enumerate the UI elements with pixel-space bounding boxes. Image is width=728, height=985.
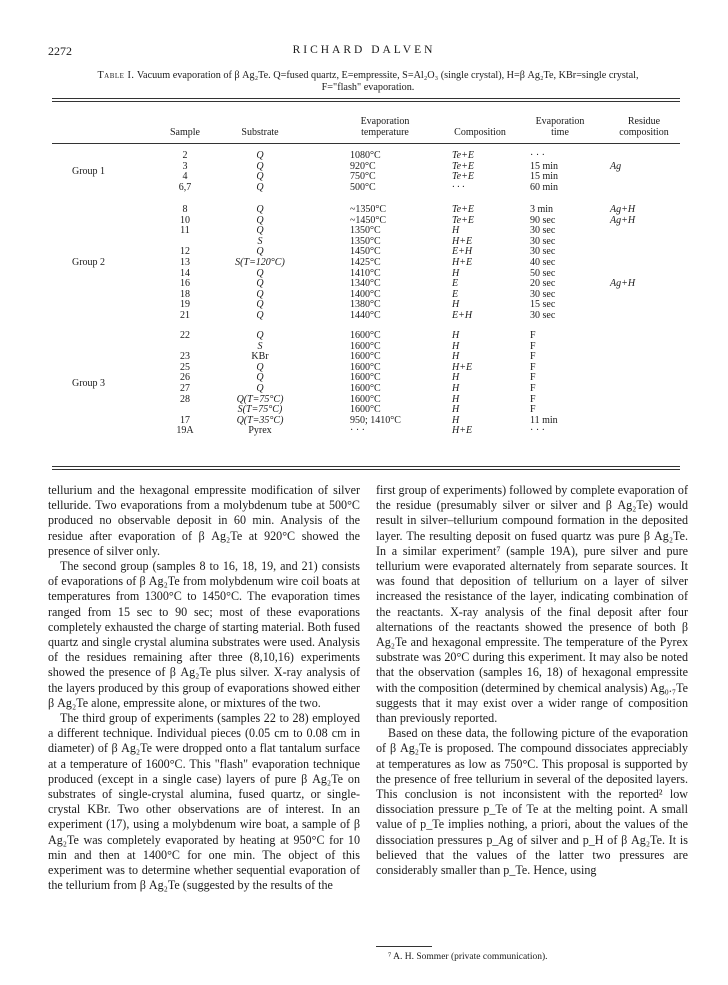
cell-composition: Te+E: [452, 150, 474, 161]
cell-substrate: Q: [256, 214, 264, 226]
cell-time: F: [530, 351, 536, 363]
cell-temperature: 1410°C: [350, 267, 381, 279]
cell-composition: H: [452, 414, 460, 426]
left-paragraph: The third group of experiments (samples 22 to 28) employed a different technique. Individual pieces (0.05 cm to 0.08 cm in diameter) of β Ag₂Te were dropped onto a flat tantalum surface at a temperature of 1600°C. This "flash" evaporation technique produced (except in a single case) layers of pure β Ag₂Te on substrates of single-crystal alumina, fused quartz, or single-crystal KBr. Two other observations are of interest. In an experiment (17), using a molybdenum wire boat, a sample of β Ag₂Te was completely evaporated by heating at 950°C for 10 min and then at 1400°C for one min. The object of this experiment was to determine whether sequential evaporation of the tellurium from β Ag₂Te (suggested by the results of the: [48, 711, 360, 893]
cell-residue: Ag+H: [610, 278, 636, 290]
cell-sample: 11: [180, 225, 190, 237]
cell-temperature: 1450°C: [350, 246, 381, 258]
cell-substrate: Q: [256, 150, 264, 161]
cell-substrate: Q: [256, 246, 264, 258]
cell-substrate: Q: [256, 330, 264, 341]
cell-temperature: 1600°C: [350, 351, 381, 363]
cell-substrate: KBr: [251, 351, 269, 363]
right-paragraph: first group of experiments) followed by complete evaporation of the residue (presumably silver or silver and β Ag₂Te) would result in silver–tellurium compound formation in the deposited layer. The resulting deposit on fused quartz was pure β Ag₂Te. In a similar experiment⁷ (sample 19A), pure silver and pure tellurium were evaporated alternately from separate sources. It was found that deposition of tellurium on a layer of silver increased the resistance of the layer, indicating combination of the reactants. X-ray analysis of the final deposit after four alternations of the reactants showed the presence of both β Ag₂Te and hexagonal empressite. The temperature of the Pyrex substrate was 20°C during this experiment. It may also be noted that the observation (samples 16, 18) of hexagonal empressite with the composition (determined by chemical analysis) Ag₀.₇Te suggests that it may exist over a wider range of composition than previously reported.: [376, 483, 688, 726]
cell-sample: 13: [180, 257, 190, 268]
cell-substrate: Q: [256, 372, 264, 384]
cell-temperature: 1340°C: [350, 278, 381, 290]
cell-sample: 16: [180, 278, 190, 290]
left-paragraph: tellurium and the hexagonal empressite modification of silver telluride. Two evaporations from a molybdenum tube at 500°C produced no observable deposit in 60 min. Analysis of the residue after evaporation of β Ag₂Te at 920°C showed the presence of silver only.: [48, 483, 360, 558]
cell-sample: 18: [180, 288, 190, 300]
cell-temperature: 1380°C: [350, 299, 381, 311]
cell-temperature: · · ·: [350, 425, 365, 437]
cell-temperature: 1600°C: [350, 340, 381, 352]
cell-composition: H+E: [452, 257, 473, 268]
table-caption-text: Vacuum evaporation of β Ag₂Te. Q=fused quartz, E=empressite, S=Al₂O₃ (single crystal), H=β Ag₂Te, KBr=single crystal, F="flash" evaporation.: [134, 70, 639, 93]
cell-residue: Ag+H: [610, 214, 636, 226]
cell-time: 60 min: [530, 181, 559, 193]
cell-temperature: 1080°C: [350, 150, 381, 161]
header-sample: Sample: [170, 127, 200, 138]
table-header-rule: [52, 143, 680, 144]
cell-composition: E+H: [452, 246, 473, 258]
header-residue-1: Residue: [627, 116, 661, 127]
cell-temperature: 1600°C: [350, 393, 381, 405]
table-caption-lead: Table I.: [97, 70, 135, 81]
cell-temperature: 750°C: [350, 171, 376, 183]
cell-substrate: Pyrex: [248, 425, 272, 437]
cell-temperature: 1350°C: [350, 235, 381, 247]
cell-composition: Te+E: [452, 214, 474, 226]
footnote-rule: [376, 946, 432, 947]
cell-composition: · · ·: [452, 181, 465, 193]
cell-composition: H: [452, 225, 460, 237]
cell-composition: H: [452, 299, 460, 311]
cell-sample: 28: [180, 393, 190, 405]
table-caption: [88, 70, 648, 94]
cell-time: 15 min: [530, 160, 559, 172]
cell-composition: H: [452, 340, 460, 352]
cell-temperature: 1600°C: [350, 372, 381, 384]
cell-time: F: [530, 340, 536, 352]
cell-substrate: S(T=75°C): [237, 404, 283, 416]
cell-substrate: Q(T=75°C): [236, 393, 284, 405]
cell-substrate: Q: [256, 171, 264, 183]
cell-time: F: [530, 361, 536, 373]
cell-temperature: 1425°C: [350, 257, 381, 268]
cell-substrate: Q: [256, 288, 264, 300]
cell-composition: H+E: [452, 235, 473, 247]
cell-time: 40 sec: [530, 257, 556, 268]
cell-substrate: Q: [256, 204, 264, 215]
cell-temperature: 500°C: [350, 181, 376, 193]
header-temp-1: Evaporation: [360, 116, 410, 127]
cell-composition: E+H: [452, 310, 473, 321]
cell-composition: H+E: [452, 361, 473, 373]
cell-sample: 10: [180, 214, 190, 226]
cell-residue: Ag+H: [610, 204, 636, 215]
cell-time: 30 sec: [530, 235, 556, 247]
cell-sample: 26: [180, 372, 190, 384]
cell-substrate: Q: [256, 278, 264, 290]
header-temp-2: temperature: [361, 127, 409, 138]
cell-substrate: Q: [256, 181, 264, 193]
cell-substrate: Q: [256, 160, 264, 172]
cell-sample: 8: [182, 204, 188, 215]
cell-time: F: [530, 393, 536, 405]
cell-substrate: Q: [256, 225, 264, 237]
cell-time: 11 min: [530, 414, 558, 426]
cell-composition: Te+E: [452, 160, 474, 172]
cell-temperature: 950; 1410°C: [350, 414, 401, 426]
cell-sample: 17: [180, 414, 190, 426]
left-paragraph: The second group (samples 8 to 16, 18, 19, and 21) consists of evaporations of β Ag₂Te from molybdenum wire coil boats at temperatures from 1300°C to 1450°C. The evaporation times ranged from 15 sec to 90 sec; most of these evaporations completely exhausted the charge of starting material. Both fused quartz and single crystal alumina substrates were used. Analysis of the residues remaining after three (8,10,16) experiments showed the presence of β Ag₂Te plus silver. X-ray analysis of the layers produced by this group of evaporations showed either β Ag₂Te alone, empressite alone, or mixtures of the two.: [48, 559, 360, 710]
group-label: Group 3: [72, 377, 106, 389]
cell-time: 50 sec: [530, 267, 556, 279]
cell-temperature: ~1450°C: [350, 214, 387, 226]
cell-time: 90 sec: [530, 214, 556, 226]
cell-temperature: 1350°C: [350, 225, 381, 237]
cell-substrate: Q: [256, 361, 264, 373]
cell-composition: H: [452, 383, 460, 394]
cell-time: 20 sec: [530, 278, 556, 290]
cell-temperature: 1440°C: [350, 310, 381, 321]
cell-temperature: 1600°C: [350, 330, 381, 341]
cell-time: F: [530, 404, 536, 416]
cell-substrate: Q: [256, 310, 264, 321]
header-composition: Composition: [454, 127, 506, 138]
cell-sample: 22: [180, 330, 190, 341]
right-column: [376, 483, 688, 878]
cell-time: F: [530, 330, 536, 341]
cell-time: · · ·: [530, 150, 545, 161]
cell-composition: H: [452, 267, 460, 279]
cell-time: 30 sec: [530, 288, 556, 300]
cell-substrate: S: [257, 340, 263, 352]
cell-time: 30 sec: [530, 310, 556, 321]
cell-sample: 21: [180, 310, 190, 321]
cell-substrate: Q: [256, 267, 264, 279]
cell-temperature: 1600°C: [350, 404, 381, 416]
cell-sample: 12: [180, 246, 190, 258]
header-substrate: Substrate: [241, 127, 279, 138]
cell-time: 30 sec: [530, 246, 556, 258]
running-head: RICHARD DALVEN: [292, 44, 436, 56]
group-label: Group 1: [72, 165, 106, 177]
page-number: 2272: [48, 44, 72, 58]
cell-temperature: 1600°C: [350, 383, 381, 394]
cell-temperature: 1400°C: [350, 288, 381, 300]
header-time-2: time: [551, 127, 569, 138]
table-top-rule: [52, 98, 680, 102]
cell-composition: H: [452, 330, 460, 341]
page-header: [48, 44, 680, 60]
cell-composition: Te+E: [452, 171, 474, 183]
cell-composition: H: [452, 351, 460, 363]
cell-sample: 2: [182, 150, 188, 161]
cell-sample: 3: [182, 160, 188, 172]
cell-residue: Ag: [610, 160, 622, 172]
cell-temperature: ~1350°C: [350, 204, 387, 215]
right-paragraph: Based on these data, the following picture of the evaporation of β Ag₂Te is proposed. The compound dissociates appreciably at temperatures as low as 750°C. This proposal is supported by the presence of free tellurium in several of the deposited layers. This conclusion is not inconsistent with the reported² low dissociation pressure p_Te of Te at the melting point. A small value of p_Te implies nothing, a priori, about the values of the dissociation pressures p_Ag of silver and p_H of β Ag₂Te. It is believed that the values of the latter two pressures are considerably smaller than p_Te. Hence, using: [376, 726, 688, 878]
cell-time: 15 sec: [530, 299, 556, 311]
cell-substrate: Q(T=35°C): [236, 414, 284, 426]
cell-sample: 6,7: [178, 181, 192, 193]
cell-composition: E: [452, 278, 459, 290]
cell-sample: 19A: [176, 425, 194, 437]
cell-substrate: Q: [256, 383, 264, 394]
cell-sample: 23: [180, 351, 190, 363]
cell-time: 30 sec: [530, 225, 556, 237]
cell-time: F: [530, 383, 536, 394]
cell-sample: 27: [180, 383, 190, 394]
cell-sample: 14: [180, 267, 190, 279]
header-time-1: Evaporation: [535, 116, 585, 127]
cell-composition: H+E: [452, 425, 473, 437]
table-bottom-rule: [52, 466, 680, 470]
cell-composition: Te+E: [452, 204, 474, 215]
cell-time: F: [530, 372, 536, 384]
cell-time: 3 min: [530, 204, 554, 215]
cell-temperature: 920°C: [350, 160, 376, 172]
cell-sample: 4: [182, 171, 188, 183]
cell-temperature: 1600°C: [350, 361, 381, 373]
cell-sample: 19: [180, 299, 190, 311]
cell-sample: 25: [180, 361, 190, 373]
cell-substrate: S(T=120°C): [235, 257, 285, 268]
cell-substrate: Q: [256, 299, 264, 311]
header-residue-2: composition: [619, 127, 669, 138]
cell-substrate: S: [257, 235, 263, 247]
cell-time: · · ·: [530, 425, 545, 437]
cell-composition: H: [452, 372, 460, 384]
cell-composition: E: [452, 288, 459, 300]
left-column: [48, 483, 360, 893]
cell-composition: H: [452, 404, 460, 416]
footnote: ⁷ A. H. Sommer (private communication).: [388, 952, 548, 962]
cell-time: 15 min: [530, 171, 559, 183]
group-label: Group 2: [72, 257, 106, 268]
cell-composition: H: [452, 393, 460, 405]
